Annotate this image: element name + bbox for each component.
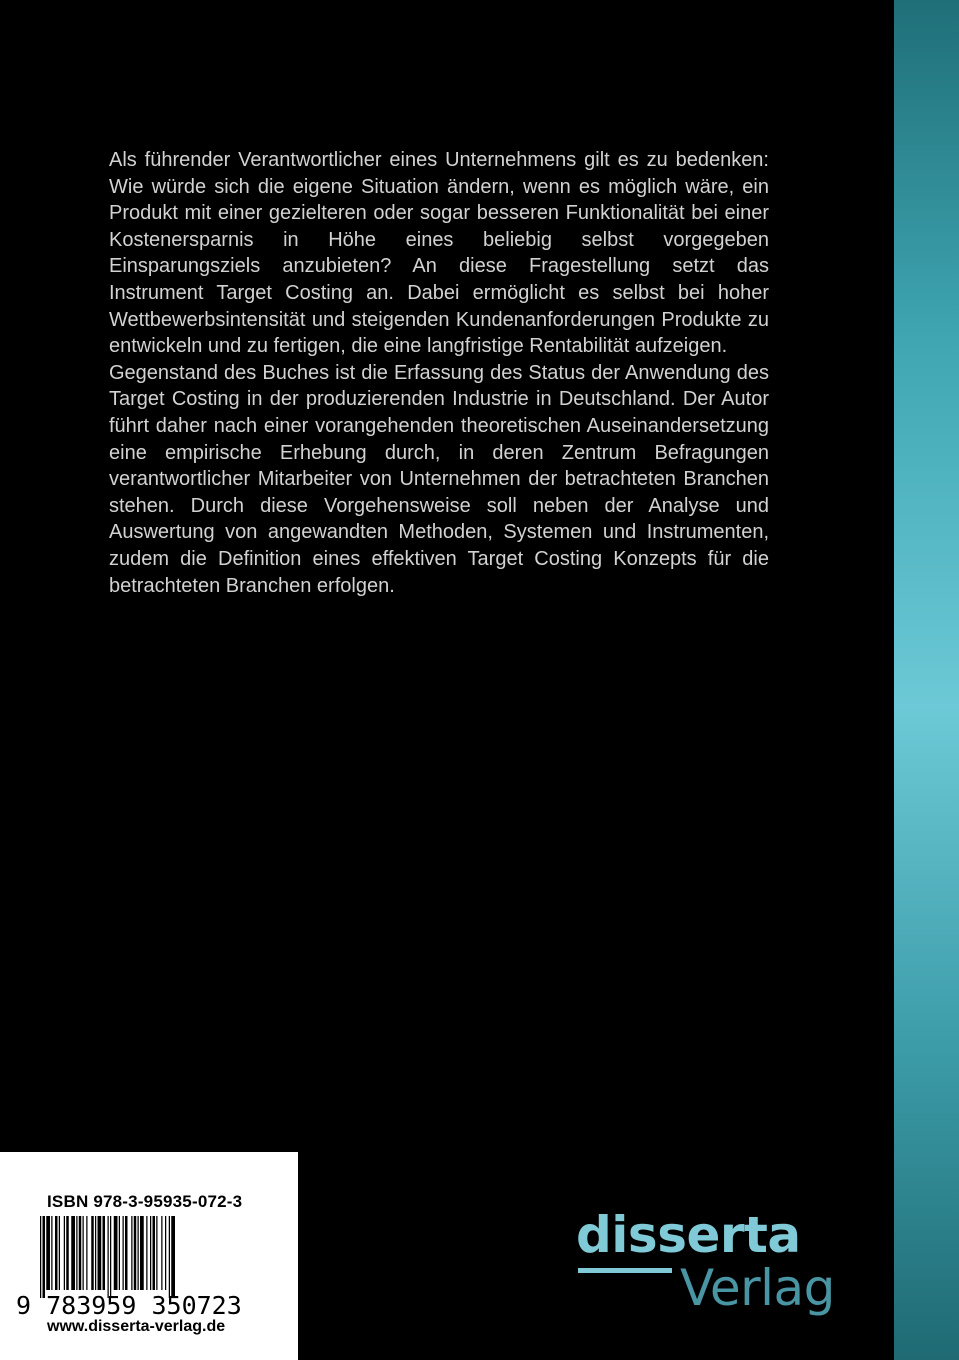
barcode-icon	[40, 1216, 240, 1298]
barcode-digits: 9 783959 350723	[16, 1291, 242, 1320]
blurb-text	[109, 147, 769, 599]
publisher-url: www.disserta-verlag.de	[47, 1318, 226, 1335]
blurb-paragraph-2: Gegenstand des Buches ist die Erfassung des Status der Anwendung des Target Costing in der produzierenden Industrie in Deutschland. Der Autor führt daher nach einer vorangehenden theoretischen Auseinandersetzung eine empirische Erhebung durch, in deren Zentrum Befragungen verantwortlicher Mitarbeiter von Unternehmen der betrachteten Branchen stehen. Durch diese Vorgehensweise soll neben der Analyse und Auswertung von angewandten Methoden, Systemen und Instrumenten, zudem die Definition eines effektiven Target Costing Konzepts für die betrachteten Branchen erfolgen.	[109, 361, 769, 597]
blurb-paragraph-1: Als führender Verantwortlicher eines Unternehmens gilt es zu bedenken: Wie würde sich die eigene Situation ändern, wenn es möglich wäre, ein Produkt mit einer gezielteren oder sogar besseren Funktionalität bei einer Kostenersparnis in Höhe eines beliebig selbst vorgegeben Einsparungsziels anzubieten? An diese Fragestellung setzt das Instrument Target Costing an. Dabei ermöglicht es selbst bei hoher Wettbewerbsintensität und steigenden Kundenanforderungen Produkte zu entwickeln und zu fertigen, die eine langfristige Rentabilität aufzeigen.	[109, 149, 769, 358]
publisher-logo-rule	[578, 1268, 672, 1273]
publisher-logo-name: disserta	[576, 1206, 801, 1264]
isbn-label: ISBN 978-3-95935-072-3	[47, 1192, 243, 1211]
spine-gradient-strip	[894, 0, 959, 1360]
publisher-logo-subname: Verlag	[680, 1259, 835, 1317]
